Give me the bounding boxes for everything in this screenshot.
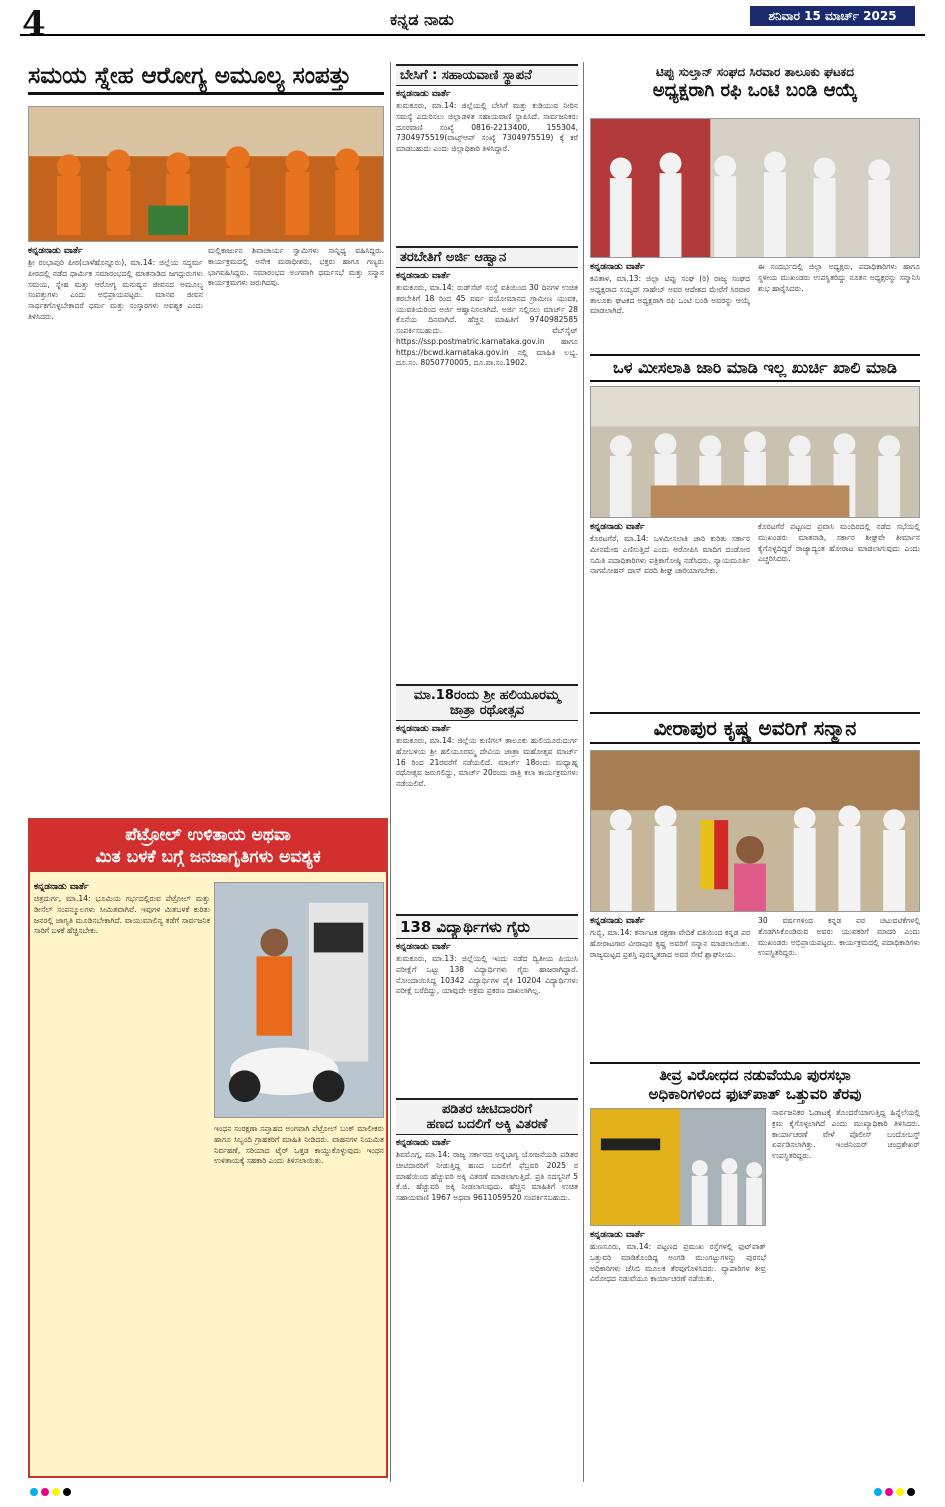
students-byline: ಕನ್ನಡನಾಡು ವಾರ್ತೆ [396,942,451,952]
page-number: 4 [22,4,46,44]
helpline-body: ತುಮಕೂರು, ಮಾ.14: ಜಿಲ್ಲೆಯಲ್ಲಿ ಬೇಸಿಗೆ ಮತ್ತು ಕುಡಿಯುವ ನೀರಿನ ಸಮಸ್ಯೆ ಎದುರಿಸಲು ಜಿಲ್ಲಾಡಳಿತ ಸಹಾಯವಾಣಿ ಸ್ಥಾಪಿಸಿದೆ. ಸಾರ್ವಜನಿಕರು ದೂರವಾಣಿ ಸಂಖ್ಯೆ 0816-2213400, 155304, 7304975519(ವಾಟ್ಸ್‌ಆಪ್ ಸಂಖ್ಯೆ 7304975519) ಕ್ಕೆ ಕರೆ ಮಾಡಬಹುದು ಎಂದು ಜಿಲ್ಲಾಧಿಕಾರಿ ತಿಳಿಸಿದ್ದಾರೆ. [396,101,578,154]
main-headline: ಸಮಯ ಸ್ನೇಹ ಆರೋಗ್ಯ ಅಮೂಲ್ಯ ಸಂಪತ್ತು [28,64,384,95]
training-story [396,246,578,675]
petrol-headline-line2: ಮಿತ ಬಳಕೆ ಬಗ್ಗೆ ಜನಜಾಗೃತಿಗಳು ಅವಶ್ಯಕ [95,847,321,868]
tipu-story [590,66,920,101]
veerapura-photo [590,750,920,912]
jatre-headline-line1: ಮಾ.18ರಂದು ಶ್ರೀ ಹಲಿಯೂರಮ್ಮ [413,688,561,703]
veerapura-byline: ಕನ್ನಡನಾಡು ವಾರ್ತೆ [590,916,645,926]
veerapura-story [590,712,920,744]
footpath-body-right: ಸಾರ್ವಜನಿಕರ ಓಡಾಟಕ್ಕೆ ತೊಂದರೆಯಾಗುತ್ತಿದ್ದ ಹಿನ್ನೆಲೆಯಲ್ಲಿ ಕ್ರಮ ಕೈಗೊಳ್ಳಲಾಗಿದೆ ಎಂದು ಮುಖ್ಯಾಧಿಕಾರಿ ತಿಳಿಸಿದರು. ಕಾರ್ಯಾಚರಣೆ ವೇಳೆ ಪೊಲೀಸ್ ಬಂದೋಬಸ್ತ್ ಏರ್ಪಡಿಸಲಾಗಿತ್ತು. ಇಂಜಿನಿಯರ್ ಚಂದ್ರಶೇಖರ್ ಉಪಸ್ಥಿತರಿದ್ದರು. [772,1108,920,1161]
footpath-photo [590,1108,766,1226]
footpath-col-left [590,1230,766,1476]
main-body-left: ಶ್ರೀ ರಂಭಾಪುರಿ ಪೀಠ(ಬಾಳೆಹೊನ್ನೂರು), ಮಾ.14: ಜಿಲ್ಲೆಯ ಸದ್ಧರ್ಮ ಪೀಠದಲ್ಲಿ ನಡೆದ ಧಾರ್ಮಿಕ ಸಮಾರಂಭದಲ್ಲಿ ಮಾತನಾಡಿದ ಜಗದ್ಗುರುಗಳು ಸಮಯ, ಸ್ನೇಹ ಮತ್ತು ಆರೋಗ್ಯ ಮನುಷ್ಯನ ಜೀವನದ ಅಮೂಲ್ಯ ಸಂಪತ್ತುಗಳು ಎಂದು ಅಭಿಪ್ರಾಯಪಟ್ಟರು. ಮಾನವ ಜೀವನ ಸಾರ್ಥಕಗೊಳ್ಳಬೇಕಾದರೆ ಧರ್ಮ ಮತ್ತು ಸಂಸ್ಕಾರಗಳು ಅವಶ್ಯಕ ಎಂದು ತಿಳಿಸಿದರು. [28,258,203,321]
paper-name: ಕನ್ನಡ ನಾಡು [390,10,454,29]
reservation-col-right [758,522,920,710]
petrol-col-left [34,882,210,1464]
petrol-col-right [214,1124,384,1470]
tipu-col-right [758,262,920,350]
footpath-byline: ಕನ್ನಡನಾಡು ವಾರ್ತೆ [590,1230,645,1240]
students-headline: 138 ವಿದ್ಯಾರ್ಥಿಗಳು ಗೈರು [396,914,578,939]
reservation-body-left: ಕೊರಟಗೆರೆ, ಮಾ.14: ಒಳಮೀಸಲಾತಿ ಜಾರಿ ಕುರಿತು ಸರ್ಕಾರ ಮೀನಮೇಷ ಎಣಿಸುತ್ತಿದೆ ಎಂದು ಆರೋಪಿಸಿ ಮಾದಿಗ ದಂಡೋರ ಸಮಿತಿ ಪದಾಧಿಕಾರಿಗಳು ಪತ್ರಿಕಾಗೋಷ್ಠಿ ನಡೆಸಿದರು. ನ್ಯಾಯಮೂರ್ತಿ ನಾಗಮೋಹನ್ ದಾಸ್ ವರದಿ ಶೀಘ್ರ ಜಾರಿಯಾಗಬೇಕು. [590,534,750,576]
helpline-headline: ಬೇಸಿಗೆ : ಸಹಾಯವಾಣಿ ಸ್ಥಾಪನೆ [396,64,578,86]
reservation-headline: ಒಳ ಮೀಸಲಾತಿ ಜಾರಿ ಮಾಡಿ ಇಲ್ಲ ಖುರ್ಚಿ ಖಾಲಿ ಮಾಡಿ [612,358,897,377]
petrol-byline: ಕನ್ನಡನಾಡು ವಾರ್ತೆ [34,882,89,892]
petrol-body-right: ಇಂಧನ ಸಂರಕ್ಷಣಾ ಸಪ್ತಾಹದ ಅಂಗವಾಗಿ ಪೆಟ್ರೋಲ್ ಬಂಕ್ ಮಾಲೀಕರು ಹಾಗೂ ಸಿಬ್ಬಂದಿ ಗ್ರಾಹಕರಿಗೆ ಮಾಹಿತಿ ನೀಡಿದರು. ವಾಹನಗಳ ನಿಯಮಿತ ನಿರ್ವಹಣೆ, ಸರಿಯಾದ ಟೈರ್ ಒತ್ತಡ ಕಾಯ್ದುಕೊಳ್ಳುವುದು ಇಂಧನ ಉಳಿತಾಯಕ್ಕೆ ಸಹಕಾರಿ ಎಂದು ತಿಳಿಸಲಾಯಿತು. [214,1124,384,1166]
masthead [0,0,945,60]
print-registration-marks [0,1488,945,1506]
reservation-body-right: ಕೊರಟಗೆರೆ ಪಟ್ಟಣದ ಪ್ರವಾಸಿ ಮಂದಿರದಲ್ಲಿ ನಡೆದ ಸಭೆಯಲ್ಲಿ ಮುಖಂಡರು ಮಾತನಾಡಿ, ಸರ್ಕಾರ ಶೀಘ್ರವೇ ತೀರ್ಮಾನ ಕೈಗೊಳ್ಳದಿದ್ದರೆ ರಾಜ್ಯಾದ್ಯಂತ ಹೋರಾಟ ಮಾಡಲಾಗುವುದು ಎಂದು ಎಚ್ಚರಿಸಿದರು. [758,522,920,564]
tipu-body-right: ಈ ಸಂದರ್ಭದಲ್ಲಿ ಜಿಲ್ಲಾ ಅಧ್ಯಕ್ಷರು, ಪದಾಧಿಕಾರಿಗಳು ಹಾಗೂ ಸ್ಥಳೀಯ ಮುಖಂಡರು ಉಪಸ್ಥಿತರಿದ್ದು ನೂತನ ಅಧ್ಯಕ್ಷರನ್ನು ಸನ್ಮಾನಿಸಿ ಶುಭ ಹಾರೈಸಿದರು. [758,262,920,293]
jatre-story [396,684,578,916]
students-story [396,914,578,1102]
issue-date: ಶನಿವಾರ 15 ಮಾರ್ಚ್ 2025 [750,6,915,26]
veerapura-headline: ವೀರಾಪುರ ಕೃಷ್ಣ ಅವರಿಗೆ ಸನ್ಮಾನ [653,716,857,740]
students-body: ತುಮಕೂರು, ಮಾ.13: ಜಿಲ್ಲೆಯಲ್ಲಿ ಇಂದು ನಡೆದ ದ್ವಿತೀಯ ಪಿಯುಸಿ ಪರೀಕ್ಷೆಗೆ ಒಟ್ಟು 138 ವಿದ್ಯಾರ್ಥಿಗಳು ಗೈರು ಹಾಜರಾಗಿದ್ದಾರೆ. ನೋಂದಾಯಿಸಿದ್ದ 10342 ವಿದ್ಯಾರ್ಥಿಗಳ ಪೈಕಿ 10204 ವಿದ್ಯಾರ್ಥಿಗಳು ಪರೀಕ್ಷೆ ಬರೆದಿದ್ದು, ಯಾವುದೇ ಅಕ್ರಮ ಪ್ರಕರಣ ದಾಖಲಾಗಿಲ್ಲ. [396,954,578,996]
footpath-col-right [772,1108,920,1478]
main-col-left [28,246,203,802]
petrol-story-box [28,818,388,1478]
petrol-photo [214,882,384,1118]
reservation-byline: ಕನ್ನಡನಾಡು ವಾರ್ತೆ [590,522,645,532]
tipu-headline-line2: ಅಧ್ಯಕ್ಷರಾಗಿ ರಫಿ ಒಂಟಿ ಬಂಡಿ ಆಯ್ಕೆ [652,80,858,102]
training-byline: ಕನ್ನಡನಾಡು ವಾರ್ತೆ [396,271,451,281]
helpline-byline: ಕನ್ನಡನಾಡು ವಾರ್ತೆ [396,89,451,99]
main-story [28,64,384,95]
jatre-body: ತುಮಕೂರು, ಮಾ.14: ಜಿಲ್ಲೆಯ ಕುಣಿಗಲ್ ತಾಲೂಕು ಹುಲಿಯೂರುದುರ್ಗ ಹೋಬಳಿಯ ಶ್ರೀ ಹಲಿಯೂರಮ್ಮ ದೇವಿಯ ಜಾತ್ರಾ ಮಹೋತ್ಸವ ಮಾರ್ಚ್ 16 ರಿಂದ 21ರವರೆಗೆ ನಡೆಯಲಿದೆ. ಮಾರ್ಚ್ 18ರಂದು ಮಧ್ಯಾಹ್ನ ರಥೋತ್ಸವ ಜರುಗಲಿದ್ದು, ಮಾರ್ಚ್ 20ರಂದು ರಾತ್ರಿ ಕಲಾ ಕಾರ್ಯಕ್ರಮಗಳು ನಡೆಯಲಿವೆ. [396,736,578,789]
reservation-photo [590,386,920,518]
reservation-story [590,354,920,382]
rice-headline-line1: ಪಡಿತರ ಚೀಟಿದಾರರಿಗೆ [441,1102,533,1117]
tipu-headline-line1: ಟಿಪ್ಪು ಸುಲ್ತಾನ್ ಸಂಘದ ಸಿರವಾರ ತಾಲೂಕು ಘಟಕದ [656,65,854,79]
petrol-headline-line1: ಪೆಟ್ರೋಲ್ ಉಳಿತಾಯ ಅಥವಾ [125,825,291,845]
rice-story [396,1098,578,1480]
registration-dots-left [30,1488,71,1506]
jatre-headline [396,684,578,721]
petrol-body-left: ಚಿತ್ರದುರ್ಗ, ಮಾ.14: ಭೂಮಿಯ ಗರ್ಭದಲ್ಲಿರುವ ಪೆಟ್ರೋಲ್ ಮತ್ತು ಡೀಸೆಲ್ ಸಂಪನ್ಮೂಲಗಳು ಸೀಮಿತವಾಗಿವೆ. ಇವುಗಳ ಮಿತಬಳಕೆ ಕುರಿತು ಜನರಲ್ಲಿ ಜಾಗೃತಿ ಮೂಡಿಸಬೇಕಾಗಿದೆ. ವಾಯುಮಾಲಿನ್ಯ ತಡೆಗೆ ಸಾರ್ವಜನಿಕ ಸಾರಿಗೆ ಬಳಕೆ ಹೆಚ್ಚಿಸಬೇಕು. [34,894,210,936]
jatre-byline: ಕನ್ನಡನಾಡು ವಾರ್ತೆ [396,724,451,734]
tipu-photo [590,118,920,258]
tipu-byline: ಕನ್ನಡನಾಡು ವಾರ್ತೆ [590,262,645,272]
tipu-body-left: ಕವಿತಾಳ, ಮಾ.13: ಜಿಲ್ಲಾ ಟಿಪ್ಪು ಸಂಘ (ರಿ) ರಾಜ್ಯ ಸಂಘದ ಅಧ್ಯಕ್ಷರಾದ ಸಯ್ಯದ್ ಸಾಹೇಬ್ ಅವರ ಆದೇಶದ ಮೇರೆಗೆ ಸಿರವಾರ ತಾಲೂಕು ಘಟಕದ ಅಧ್ಯಕ್ಷರಾಗಿ ರಫಿ ಒಂಟಿ ಬಂಡಿ ಅವರನ್ನು ಆಯ್ಕೆ ಮಾಡಲಾಗಿದೆ. [590,274,750,316]
footpath-story [590,1062,920,1102]
main-photo [28,106,384,242]
jatre-headline-line2: ಜಾತ್ರಾ ರಥೋತ್ಸವ [449,703,525,718]
training-body: ತುಮಕೂರು, ಮಾ.14: ರುಡ್‌ಸೆಟ್ ಸಂಸ್ಥೆ ವತಿಯಿಂದ 30 ದಿನಗಳ ಉಚಿತ ತರಬೇತಿಗೆ 18 ರಿಂದ 45 ವರ್ಷ ವಯೋಮಾನದ ಗ್ರಾಮೀಣ ಯುವಕ, ಯುವತಿಯರಿಂದ ಅರ್ಜಿ ಆಹ್ವಾನಿಸಲಾಗಿದೆ. ಅರ್ಜಿ ಸಲ್ಲಿಸಲು ಮಾರ್ಚ್ 28 ಕೊನೆಯ ದಿನವಾಗಿದೆ. ಹೆಚ್ಚಿನ ಮಾಹಿತಿಗೆ 9740982585 ಸಂಪರ್ಕಿಸಬಹುದು. ವೆಬ್‌ಸೈಟ್ https://ssp.postmatric.karnataka.gov.in ಹಾಗೂ https://bcwd.karnataka.gov.in ನಲ್ಲಿ ಮಾಹಿತಿ ಲಭ್ಯ. ದೂ.ಸಂ. 8050770005, ದೂ.ವಾ.ಸಂ.1902. [396,283,578,368]
rice-headline [396,1098,578,1135]
rice-body: ಶಿವಮೊಗ್ಗ, ಮಾ.14: ರಾಜ್ಯ ಸರ್ಕಾರದ ಅನ್ನಭಾಗ್ಯ ಯೋಜನೆಯಡಿ ಪಡಿತರ ಚೀಟಿದಾರರಿಗೆ ನೀಡುತ್ತಿದ್ದ ಹಣದ ಬದಲಿಗೆ ಫೆಬ್ರವರಿ 2025 ರ ಮಾಹೆಯಿಂದ ಹೆಚ್ಚುವರಿ ಅಕ್ಕಿ ವಿತರಣೆ ಮಾಡಲಾಗುತ್ತಿದೆ. ಪ್ರತಿ ಸದಸ್ಯನಿಗೆ 5 ಕೆ.ಜಿ. ಹೆಚ್ಚುವರಿ ಅಕ್ಕಿ ನೀಡಲಾಗುವುದು. ಹೆಚ್ಚಿನ ಮಾಹಿತಿಗೆ ಉಚಿತ ಸಹಾಯವಾಣಿ 1967 ಅಥವಾ 9611059520 ಸಂಪರ್ಕಿಸಬಹುದು. [396,1150,578,1203]
main-col-right [208,246,384,802]
veerapura-col-left [590,916,750,1058]
registration-dots-right [874,1488,915,1506]
column-divider [390,62,391,1482]
rice-byline: ಕನ್ನಡನಾಡು ವಾರ್ತೆ [396,1138,451,1148]
veerapura-col-right [758,916,920,1058]
veerapura-body-right: 30 ವರ್ಷಗಳಿಂದ ಕನ್ನಡ ಪರ ಚಟುವಟಿಕೆಗಳಲ್ಲಿ ತೊಡಗಿಸಿಕೊಂಡಿರುವ ಅವರು ಯುವಕರಿಗೆ ಮಾದರಿ ಎಂದು ಮುಖಂಡರು ಅಭಿಪ್ರಾಯಪಟ್ಟರು. ಕಾರ್ಯಕ್ರಮದಲ್ಲಿ ಪದಾಧಿಕಾರಿಗಳು ಉಪಸ್ಥಿತರಿದ್ದರು. [758,916,920,958]
footpath-headline-line2: ಅಧಿಕಾರಿಗಳಿಂದ ಫುಟ್‌ಪಾತ್ ಒತ್ತುವರಿ ತೆರವು [648,1084,862,1103]
main-body-right: ಮಲ್ಲಿಕಾರ್ಜುನ ಶಿವಾಚಾರ್ಯ ಸ್ವಾಮಿಗಳು ಸಾನ್ನಿಧ್ಯ ವಹಿಸಿದ್ದರು. ಕಾರ್ಯಕ್ರಮದಲ್ಲಿ ಅನೇಕ ಮಠಾಧೀಶರು, ಭಕ್ತರು ಹಾಗೂ ಗಣ್ಯರು ಭಾಗವಹಿಸಿದ್ದರು. ಸಮಾರಂಭದ ಅಂಗವಾಗಿ ಧರ್ಮಸಭೆ ಮತ್ತು ಸನ್ಮಾನ ಕಾರ್ಯಕ್ರಮಗಳು ಜರುಗಿದವು. [208,246,384,288]
column-divider [583,62,584,1482]
masthead-rule [20,34,925,36]
main-byline: ಕನ್ನಡನಾಡು ವಾರ್ತೆ [28,246,83,256]
reservation-col-left [590,522,750,710]
veerapura-body-left: ಗುಬ್ಬಿ, ಮಾ.14: ಕರ್ನಾಟಕ ರಕ್ಷಣಾ ವೇದಿಕೆ ವತಿಯಿಂದ ಕನ್ನಡ ಪರ ಹೋರಾಟಗಾರ ವೀರಾಪುರ ಕೃಷ್ಣ ಅವರಿಗೆ ಸನ್ಮಾನ ಮಾಡಲಾಯಿತು. ರಾಜ್ಯಮಟ್ಟದ ಪ್ರಶಸ್ತಿ ಪುರಸ್ಕೃತರಾದ ಅವರ ಸೇವೆ ಶ್ಲಾಘನೀಯ. [590,928,750,959]
rice-headline-line2: ಹಣದ ಬದಲಿಗೆ ಅಕ್ಕಿ ವಿತರಣೆ [426,1117,548,1132]
training-headline: ತರಬೇತಿಗೆ ಅರ್ಜಿ ಆಹ್ವಾನ [396,246,578,268]
tipu-col-left [590,262,750,350]
helpline-story [396,64,578,241]
footpath-body-left: ಹುಣಸೂರು, ಮಾ.14: ಪಟ್ಟಣದ ಪ್ರಮುಖ ರಸ್ತೆಗಳಲ್ಲಿ ಫುಟ್‌ಪಾತ್ ಒತ್ತುವರಿ ಮಾಡಿಕೊಂಡಿದ್ದ ಅಂಗಡಿ ಮುಂಗಟ್ಟುಗಳನ್ನು ಪುರಸಭೆ ಅಧಿಕಾರಿಗಳು ಜೆಸಿಬಿ ಮೂಲಕ ತೆರವುಗೊಳಿಸಿದರು. ವ್ಯಾಪಾರಿಗಳ ತೀವ್ರ ವಿರೋಧದ ನಡುವೆಯೂ ಕಾರ್ಯಾಚರಣೆ ನಡೆಯಿತು. [590,1242,766,1284]
footpath-headline-line1: ತೀವ್ರ ವಿರೋಧದ ನಡುವೆಯೂ ಪುರಸಭಾ [659,1066,851,1084]
petrol-headline [30,820,386,872]
